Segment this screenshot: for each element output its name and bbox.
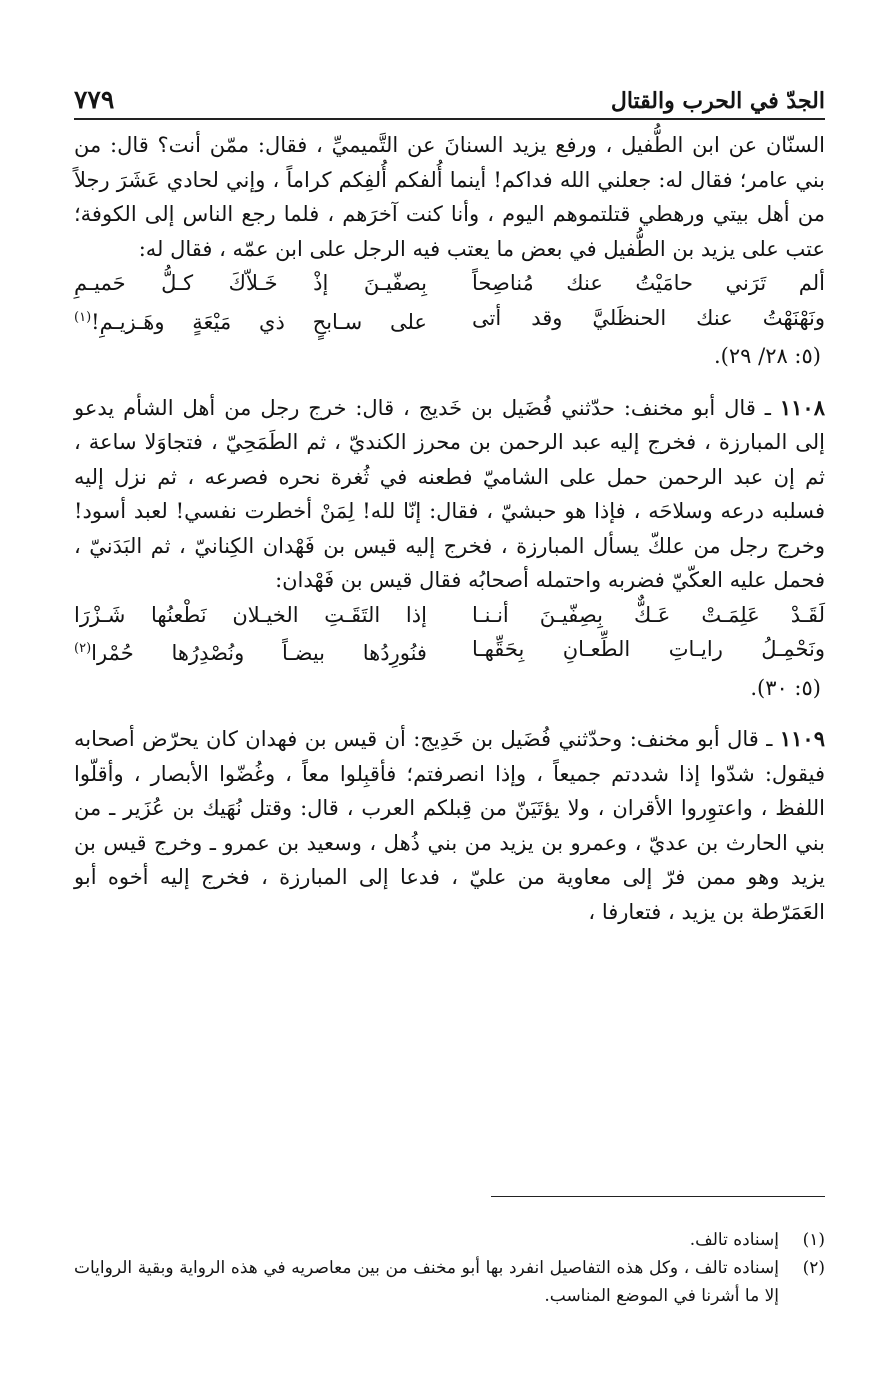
footnote — [74, 1254, 825, 1310]
narration-number: ١١٠٨ — [779, 394, 825, 420]
footnote-text: إسناده تالف ، وكل هذه التفاصيل انفرد بها أبو مخنف من بين معاصريه في هذه الرواية وبقية الروايات إلا ما أشرنا في الموضع المناسب. — [74, 1258, 779, 1306]
verse-text: فنُورِدُها بيضـاً ونُصْدِرُها حُمْرا — [91, 641, 427, 665]
paragraph-continuation: السنّان عن ابن الطُّفيل ، ورفع يزيد السنانَ عن التَّميميِّ ، فقال: ممّن أنت؟ قال: من بني عامر؛ فقال له: جعلني الله فداكم! أينما أُلفكم أُلفِكم كراماً ، وإني لحادي عَشَرَ رجلاً من أهل بيتي ورهطي قتلتموهم اليوم ، وأنا كنت آخرَهم ، فلما رجع الناس إلى الكوفة؛ عتب على يزيد بن الطُّفيل في بعض ما يعتب فيه الرجل على ابن عمّه ، فقال له: — [74, 133, 825, 261]
narration-1109 — [74, 722, 825, 929]
verse-line — [74, 266, 825, 301]
verse-first-hemistich: ونَحْمِـلُ رايـاتِ الطِّعـانِ بِحَقِّهـا — [472, 637, 825, 661]
verse-line — [74, 632, 825, 671]
footnotes — [74, 1226, 825, 1310]
main-text — [74, 128, 825, 929]
verse-line — [74, 301, 825, 340]
verse-second-hemistich: بِصفّيـنَ إذْ خَـلاّكَ كـلُّ حَميـمِ — [74, 271, 427, 295]
footnote-number: (٢) — [802, 1258, 825, 1278]
running-header — [74, 70, 825, 120]
footnote-text: إسناده تالف. — [689, 1230, 779, 1250]
source-citation: (٥: ٢٨/ ٢٩). — [713, 344, 821, 368]
verse-first-hemistich: ألم تَرَني حامَيْتُ عنك مُناصِحاً — [472, 271, 825, 295]
poem-1 — [74, 266, 825, 339]
narration-text: ـ قال أبو مخنف: حدّثني فُضَيل بن خَديج ، قال: خرج رجل من أهل الشأم يدعو إلى المبارزة ، فخرج إليه عبد الرحمن بن محرز الكنديّ ، ثم الطَمَحِيّ ، فتجاوَلا ساعة ، ثم إن عبد الرحمن حمل على الشاميّ فطعنه في ثُغرة نحره فصرعه ، ثم نزل إليه فسلبه درعه وسلاحَه ، فإذا هو حبشيّ ، فقال: إنّا لله! لِمَنْ أخطرت نفسي! لعبد أسود! وخرج رجل من علكّ يسأل المبارزة ، فخرج إليه قيس بن فَهْدان الكِنانيّ ، ثم البَدَنيّ ، فحمل عليه العكّيّ فضربه واحتمله أصحابُه فقال قيس بن فَهْدان: — [74, 395, 825, 592]
running-title: الجدّ في الحرب والقتال — [610, 88, 825, 114]
verse-second-hemistich — [74, 301, 427, 340]
page-number: ٧٧٩ — [74, 85, 115, 114]
verse-second-hemistich: إذا التَقَـتِ الخيـلان نَطْعنُها شَـزْرَا — [74, 602, 427, 627]
narration-text: ـ قال أبو مخنف: وحدّثني فُضَيل بن خَدِيج: أن قيس بن فهدان كان يحرّض أصحابه فيقول: شدّوا إذا شددتم جميعاً ، وإذا انصرفتم؛ فأقبِلوا معاً ، وغُضّوا الأبصار ، وأقلّوا اللفظ ، واعتوِروا الأقران ، ولا يؤتَيَنّ من قِبلكم العرب ، قال: وقتل نُهَيك بن عُزَير ـ من بني الحارث بن عديّ ، وعمرو بن يزيد من بني ذُهل ، وسعيد بن عمرو ـ وخرج قيس بن يزيد وهو ممن فرّ إلى معاوية من عليّ ، فدعا إلى المبارزة ، فخرج إليه أخوه أبو العَمَرّطة بن يزيد ، فتعارفا ، — [74, 727, 826, 924]
source-citation: (٥: ٣٠). — [750, 675, 821, 700]
verse-text: على سـابحٍ ذي مَيْعَةٍ وهَـزيـمِ! — [91, 309, 427, 334]
verse-first-hemistich: لَقَـدْ عَلِمَـتْ عَـكٌّ بِصِفّيـنَ أنـنـا — [472, 602, 825, 627]
footnote-number: (١) — [802, 1230, 825, 1250]
footnote — [74, 1226, 825, 1254]
footnote-mark: (٢) — [74, 641, 92, 656]
poem-2 — [74, 598, 825, 671]
footnote-mark: (١) — [74, 309, 92, 325]
verse-second-hemistich — [74, 632, 427, 671]
verse-line — [74, 598, 825, 633]
verse-first-hemistich: ونَهْنَهْتُ عنك الحنظَليَّ وقد أتى — [472, 305, 825, 330]
narration-1108 — [74, 391, 825, 598]
narration-number: ١١٠٩ — [779, 726, 825, 751]
footnote-divider — [491, 1196, 825, 1197]
